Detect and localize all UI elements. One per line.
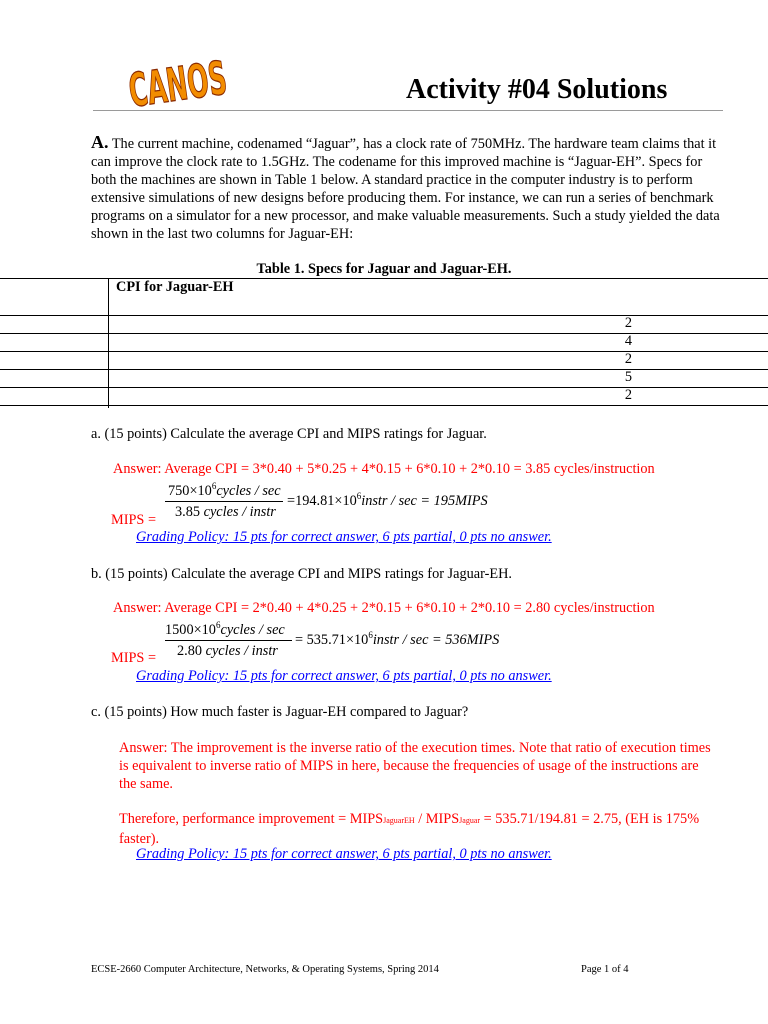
table-border-bottom [0,405,768,406]
formula-a-numerator: $750\times 10^6cycles / \sec$ [168,481,281,499]
grading-policy-c[interactable]: Grading Policy: 15 pts for correct answer, 6 pts partial, 0 pts no answer. [136,846,552,862]
intro-paragraph [91,133,721,243]
formula-a-result: $=194.81\times 10^6instr / \sec$ = 195MIPS [287,491,488,509]
table-cell-cpi: 2 [624,315,632,331]
specs-table [0,278,768,408]
formula-a-fraction-bar [165,501,283,502]
table-cell-cpi: 5 [624,369,632,385]
table-row-divider [0,315,768,316]
mips-formula-a [165,481,525,521]
table-header-cpi-jaguar-eh: CPI for Jaguar-EH [116,279,234,295]
grading-policy-a[interactable]: Grading Policy: 15 pts for correct answer, 6 pts partial, 0 pts no answer. [136,529,552,545]
table-cell-cpi: 4 [624,333,632,349]
formula-a-denominator: 3.85 cycles / instr [175,504,276,520]
formula-b-denominator: 2.80 cycles / instr [177,643,278,659]
section-marker: A. [91,132,109,152]
table-row-divider [0,387,768,388]
answer-c-explanation: Answer: The improvement is the inverse ratio of the execution times. Note that ratio of execution times is equivalent to inverse ratio of MIPS in here, because the frequencies of usage of the instructions are the same. [119,740,711,792]
mips-formula-b [165,620,525,660]
answer-a-mips-label: MIPS = [111,512,157,528]
answer-b-cpi: Answer: Average CPI = 2*0.40 + 4*0.25 + 2*0.15 + 6*0.10 + 2*0.10 = 2.80 cycles/instruction [113,600,655,616]
table-caption: Table 1. Specs for Jaguar and Jaguar-EH. [256,261,512,277]
formula-b-numerator: $1500\times 10^6cycles / \sec$ [165,620,285,638]
table-cell-cpi: 2 [624,351,632,367]
logo-text: CANOS [125,39,312,118]
table-row-divider [0,333,768,334]
page-title: Activity #04 Solutions [406,74,668,105]
footer-page-number: Page 1 of 4 [581,964,629,975]
question-a: a. (15 points) Calculate the average CPI and MIPS ratings for Jaguar. [91,426,487,442]
footer-course: ECSE-2660 Computer Architecture, Networks, & Operating Systems, Spring 2014 [91,964,439,975]
question-b: b. (15 points) Calculate the average CPI and MIPS ratings for Jaguar-EH. [91,566,512,582]
intro-text: The current machine, codenamed “Jaguar”, has a clock rate of 750MHz. The hardware team claims that it can improve the clock rate to 1.5GHz. The codename for this improved machine is “Jaguar-EH”. Specs for both the machines are shown in Table 1 below. A standard practice in the computer industry is to perform extensive simulations of new designs before producing them. For instance, we can run a series of benchmark programs on a simulator for a new processor, and make valuable measurements. Such a study yielded the data shown in the last two columns for Jaguar-EH: [91,136,720,242]
table-row-divider [0,369,768,370]
grading-policy-b[interactable]: Grading Policy: 15 pts for correct answer, 6 pts partial, 0 pts no answer. [136,668,552,684]
table-cell-cpi: 2 [624,387,632,403]
table-column-divider [108,278,109,408]
answer-a-cpi: Answer: Average CPI = 3*0.40 + 5*0.25 + 4*0.15 + 6*0.10 + 2*0.10 = 3.85 cycles/instruction [113,461,655,477]
header-divider [93,110,723,111]
formula-b-result: = $535.71\times 10^6instr / \sec$ = 536MIPS [295,630,500,648]
formula-b-fraction-bar [165,640,292,641]
answer-c-result: Therefore, performance improvement = MIPSJaguarEH / MIPSJaguar = 535.71/194.81 = 2.75, (EH is 175% faster). [119,811,700,847]
answer-b-mips-label: MIPS = [111,650,157,666]
question-c: c. (15 points) How much faster is Jaguar-EH compared to Jaguar? [91,704,469,720]
table-row-divider [0,351,768,352]
canos-logo [124,39,312,118]
